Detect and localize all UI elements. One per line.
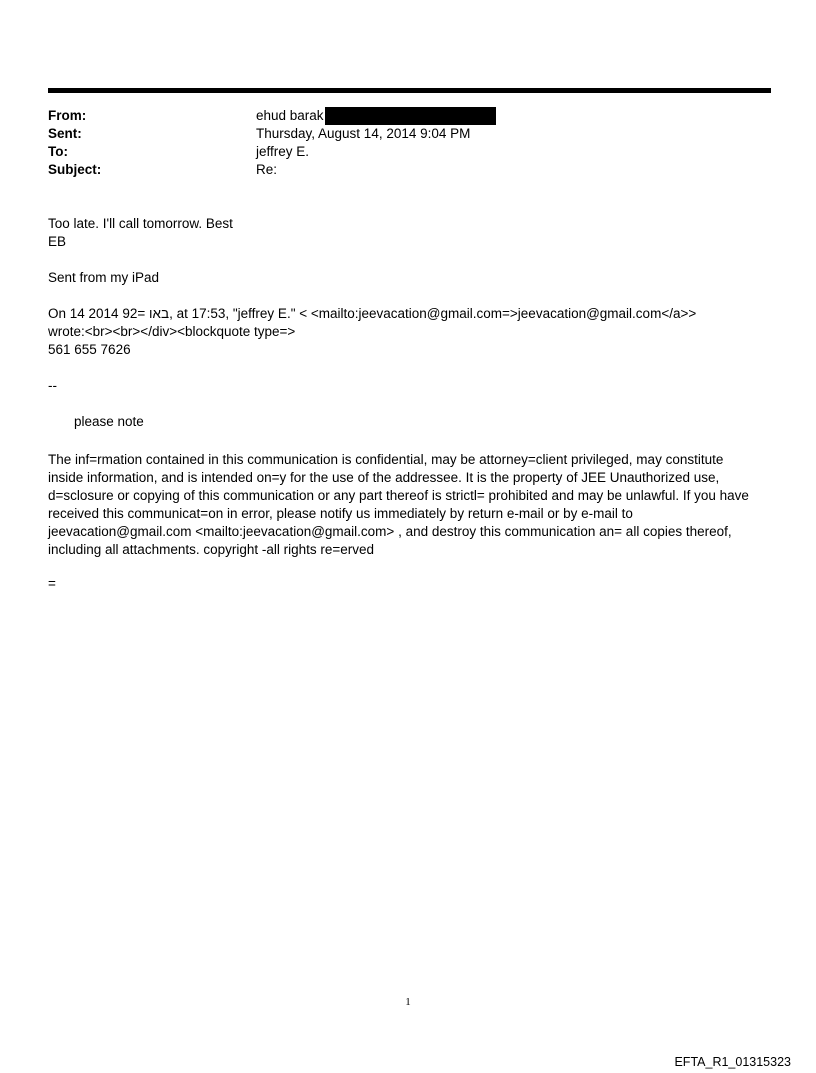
sent-label: Sent: bbox=[48, 126, 82, 141]
phone-number: 561 655 7626 bbox=[48, 342, 131, 357]
subject-value: Re: bbox=[256, 162, 278, 177]
to-label: To: bbox=[48, 144, 68, 159]
document-id: EFTA_R1_01315323 bbox=[674, 1055, 791, 1069]
notice-line: received this communicat=on in error, please notify us immediately by return e-mail or by e-mail to bbox=[48, 506, 633, 521]
page-number: 1 bbox=[405, 996, 411, 1008]
confidentiality-notice bbox=[48, 451, 768, 559]
sent-value: Thursday, August 14, 2014 9:04 PM bbox=[256, 126, 471, 141]
to-value: jeffrey E. bbox=[256, 144, 310, 159]
subject-row bbox=[48, 161, 496, 179]
notice-line: including all attachments. copyright -all rights re=erved bbox=[48, 542, 375, 557]
redaction-bar bbox=[325, 107, 496, 125]
header-rule bbox=[48, 88, 771, 93]
notice-line: d=sclosure or copying of this communication or any part thereof is strictl= prohibited and may be unlawful. If you have bbox=[48, 488, 749, 503]
from-label: From: bbox=[48, 108, 87, 123]
from-row bbox=[48, 107, 496, 125]
body-line-2: EB bbox=[48, 234, 67, 249]
notice-line: The inf=rmation contained in this communication is confidential, may be attorney=client privileged, may constitute bbox=[48, 452, 724, 467]
email-header bbox=[48, 107, 496, 179]
quote-line-2: wrote:<br><br></div><blockquote type=> bbox=[48, 324, 296, 339]
notice-line: inside information, and is intended on=y for the use of the addressee. It is the property of JEE Unauthorized use, bbox=[48, 470, 720, 485]
signature-dashes: -- bbox=[48, 378, 57, 393]
notice-line: jeevacation@gmail.com <mailto:jeevacation@gmail.com> , and destroy this communication an= all copies thereof, bbox=[48, 524, 732, 539]
body-line-1: Too late. I'll call tomorrow. Best bbox=[48, 216, 233, 231]
please-note: please note bbox=[74, 414, 144, 429]
from-name: ehud barak bbox=[256, 108, 324, 123]
from-value bbox=[256, 107, 496, 125]
subject-label: Subject: bbox=[48, 162, 102, 177]
quote-line-1: On 14 באו =92 2014, at 17:53, "jeffrey E." < <mailto:jeevacation@gmail.com=>jeevacation@gmail.com</a>> bbox=[48, 306, 697, 321]
trailing-equals: = bbox=[48, 576, 56, 591]
sent-row bbox=[48, 125, 496, 143]
to-row bbox=[48, 143, 496, 161]
sent-from-line: Sent from my iPad bbox=[48, 270, 160, 285]
